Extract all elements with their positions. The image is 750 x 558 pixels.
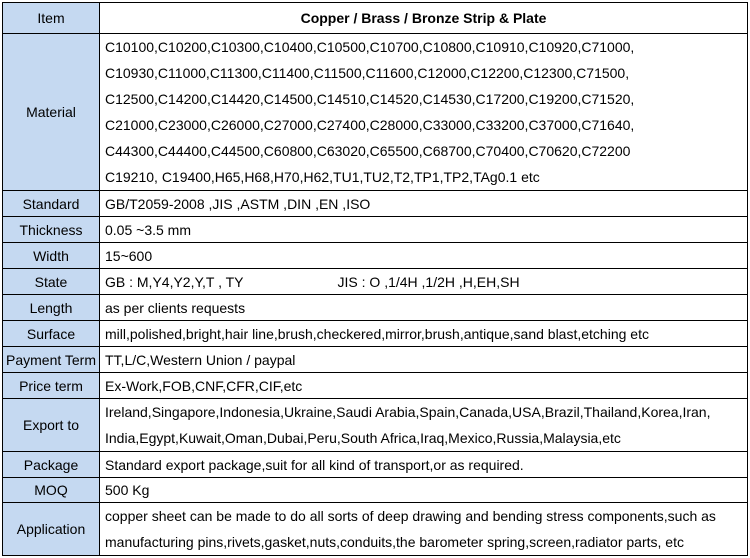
- application-line-1: copper sheet can be made to do all sorts of deep drawing and bending stress components,such as: [105, 508, 716, 524]
- state-value: [100, 269, 748, 295]
- state-label: State: [3, 269, 100, 295]
- moq-row: [3, 478, 748, 503]
- state-jis: JIS : O ,1/4H ,1/2H ,H,EH,SH: [337, 273, 520, 290]
- width-label: Width: [3, 243, 100, 269]
- length-label: Length: [3, 295, 100, 321]
- product-title: Copper / Brass / Bronze Strip & Plate: [100, 3, 748, 34]
- price-label: Price term: [3, 373, 100, 399]
- item-label: Item: [3, 3, 100, 34]
- export-line-2: India,Egypt,Kuwait,Oman,Dubai,Peru,South Africa,Iraq,Mexico,Russia,Malaysia,etc: [105, 430, 621, 446]
- state-row: [3, 269, 748, 295]
- application-value: [100, 503, 748, 556]
- export-label: Export to: [3, 399, 100, 452]
- moq-label: MOQ: [3, 478, 100, 503]
- length-row: [3, 295, 748, 321]
- length-value: as per clients requests: [100, 295, 748, 321]
- package-value: Standard export package,suit for all kind of transport,or as required.: [100, 452, 748, 478]
- material-line-3: C12500,C14200,C14420,C14500,C14510,C14520,C14530,C17200,C19200,C71520,: [105, 91, 635, 107]
- material-line-2: C10930,C11000,C11300,C11400,C11500,C11600,C12000,C12200,C12300,C71500,: [105, 65, 630, 81]
- price-row: [3, 373, 748, 399]
- surface-value: mill,polished,bright,hair line,brush,checkered,mirror,brush,antique,sand blast,etching etc: [100, 321, 748, 347]
- material-line-5: C44300,C44400,C44500,C60800,C63020,C65500,C68700,C70400,C70620,C72200: [105, 143, 631, 159]
- application-line-2: manufacturing pins,rivets,gasket,nuts,conduits,the barometer spring,screen,radiator parts, etc: [105, 534, 684, 550]
- package-row: [3, 452, 748, 478]
- width-row: [3, 243, 748, 269]
- header-row: [3, 3, 748, 34]
- state-gb: GB : M,Y4,Y2,Y,T , TY: [105, 273, 244, 290]
- payment-value: TT,L/C,Western Union / paypal: [100, 347, 748, 373]
- payment-row: [3, 347, 748, 373]
- package-label: Package: [3, 452, 100, 478]
- thickness-row: [3, 217, 748, 243]
- export-value: [100, 399, 748, 452]
- spec-table: [2, 2, 748, 556]
- material-row: [3, 34, 748, 191]
- material-line-4: C21000,C23000,C26000,C27000,C27400,C28000,C33000,C33200,C37000,C71640,: [105, 117, 635, 133]
- material-line-6: C19210, C19400,H65,H68,H70,H62,TU1,TU2,T2,TP1,TP2,TAg0.1 etc: [105, 169, 540, 185]
- surface-row: [3, 321, 748, 347]
- width-value: 15~600: [100, 243, 748, 269]
- thickness-value: 0.05 ~3.5 mm: [100, 217, 748, 243]
- application-label: Application: [3, 503, 100, 556]
- thickness-label: Thickness: [3, 217, 100, 243]
- standard-row: [3, 191, 748, 217]
- material-value: [100, 34, 748, 191]
- export-line-1: Ireland,Singapore,Indonesia,Ukraine,Saudi Arabia,Spain,Canada,USA,Brazil,Thailand,Korea,Iran,: [105, 404, 711, 420]
- price-value: Ex-Work,FOB,CNF,CFR,CIF,etc: [100, 373, 748, 399]
- standard-label: Standard: [3, 191, 100, 217]
- surface-label: Surface: [3, 321, 100, 347]
- moq-value: 500 Kg: [100, 478, 748, 503]
- material-label: Material: [3, 34, 100, 191]
- export-row: [3, 399, 748, 452]
- standard-value: GB/T2059-2008 ,JIS ,ASTM ,DIN ,EN ,ISO: [100, 191, 748, 217]
- application-row: [3, 503, 748, 556]
- material-line-1: C10100,C10200,C10300,C10400,C10500,C10700,C10800,C10910,C10920,C71000,: [105, 39, 635, 55]
- payment-label: Payment Term: [3, 347, 100, 373]
